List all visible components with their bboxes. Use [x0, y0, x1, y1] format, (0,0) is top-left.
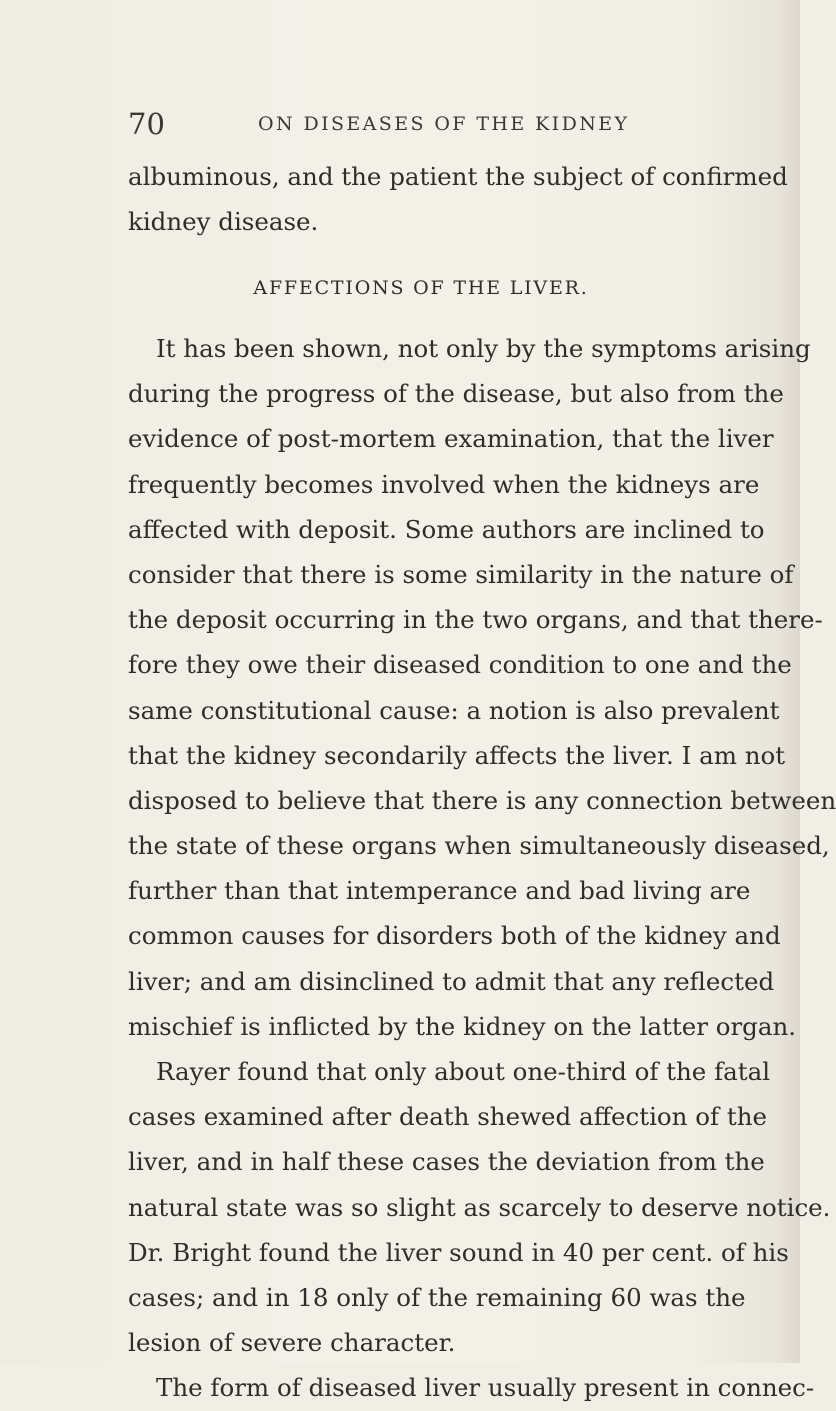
- text-line: The form of diseased liver usually present in connec-: [156, 1373, 815, 1403]
- running-title: ON DISEASES OF THE KIDNEY: [258, 113, 630, 135]
- text-line: cases examined after death shewed affection of the: [128, 1102, 767, 1132]
- text-line: mischief is inflicted by the kidney on the latter organ.: [128, 1011, 797, 1041]
- text-line: common causes for disorders both of the kidney and: [128, 921, 781, 951]
- text-line: fore they owe their diseased condition to one and the: [128, 650, 792, 680]
- running-head: [128, 104, 728, 144]
- text-line: liver, and in half these cases the deviation from the: [128, 1147, 765, 1177]
- text-line: the deposit occurring in the two organs, and that there-: [128, 605, 823, 635]
- text-line: during the progress of the disease, but also from the: [128, 379, 784, 409]
- text-line: disposed to believe that there is any connection between: [128, 785, 836, 815]
- text-line: lesion of severe character.: [128, 1328, 456, 1358]
- text-line: same constitutional cause: a notion is also prevalent: [128, 695, 780, 725]
- text-line: Rayer found that only about one-third of the fatal: [156, 1057, 771, 1086]
- text-line: evidence of post-mortem examination, that the liver: [128, 424, 774, 454]
- section-heading: AFFECTIONS OF THE LIVER.: [253, 277, 589, 299]
- text-line: cases; and in 18 only of the remaining 60 was the: [128, 1282, 746, 1312]
- section-body: [128, 326, 836, 1411]
- text-line: that the kidney secondarily affects the liver. I am not: [128, 740, 786, 770]
- continued-paragraph: [128, 154, 788, 244]
- text-line: affected with deposit. Some authors are inclined to: [128, 514, 765, 544]
- text-line: liver; and am disinclined to admit that any reflected: [128, 966, 775, 996]
- text-line: the state of these organs when simultaneously diseased,: [128, 831, 830, 861]
- text-line: Dr. Bright found the liver sound in 40 per cent. of his: [128, 1237, 789, 1267]
- text-line: consider that there is some similarity in the nature of: [128, 559, 794, 589]
- text-line: natural state was so slight as scarcely to deserve notice.: [128, 1192, 831, 1222]
- text-line: further than that intemperance and bad living are: [128, 876, 751, 906]
- text-line: albuminous, and the patient the subject of confirmed: [128, 162, 788, 191]
- page-number: 70: [128, 107, 165, 141]
- text-line: It has been shown, not only by the symptoms arising: [156, 334, 811, 363]
- text-line: frequently becomes involved when the kidneys are: [128, 469, 760, 499]
- text-line: kidney disease.: [128, 207, 319, 237]
